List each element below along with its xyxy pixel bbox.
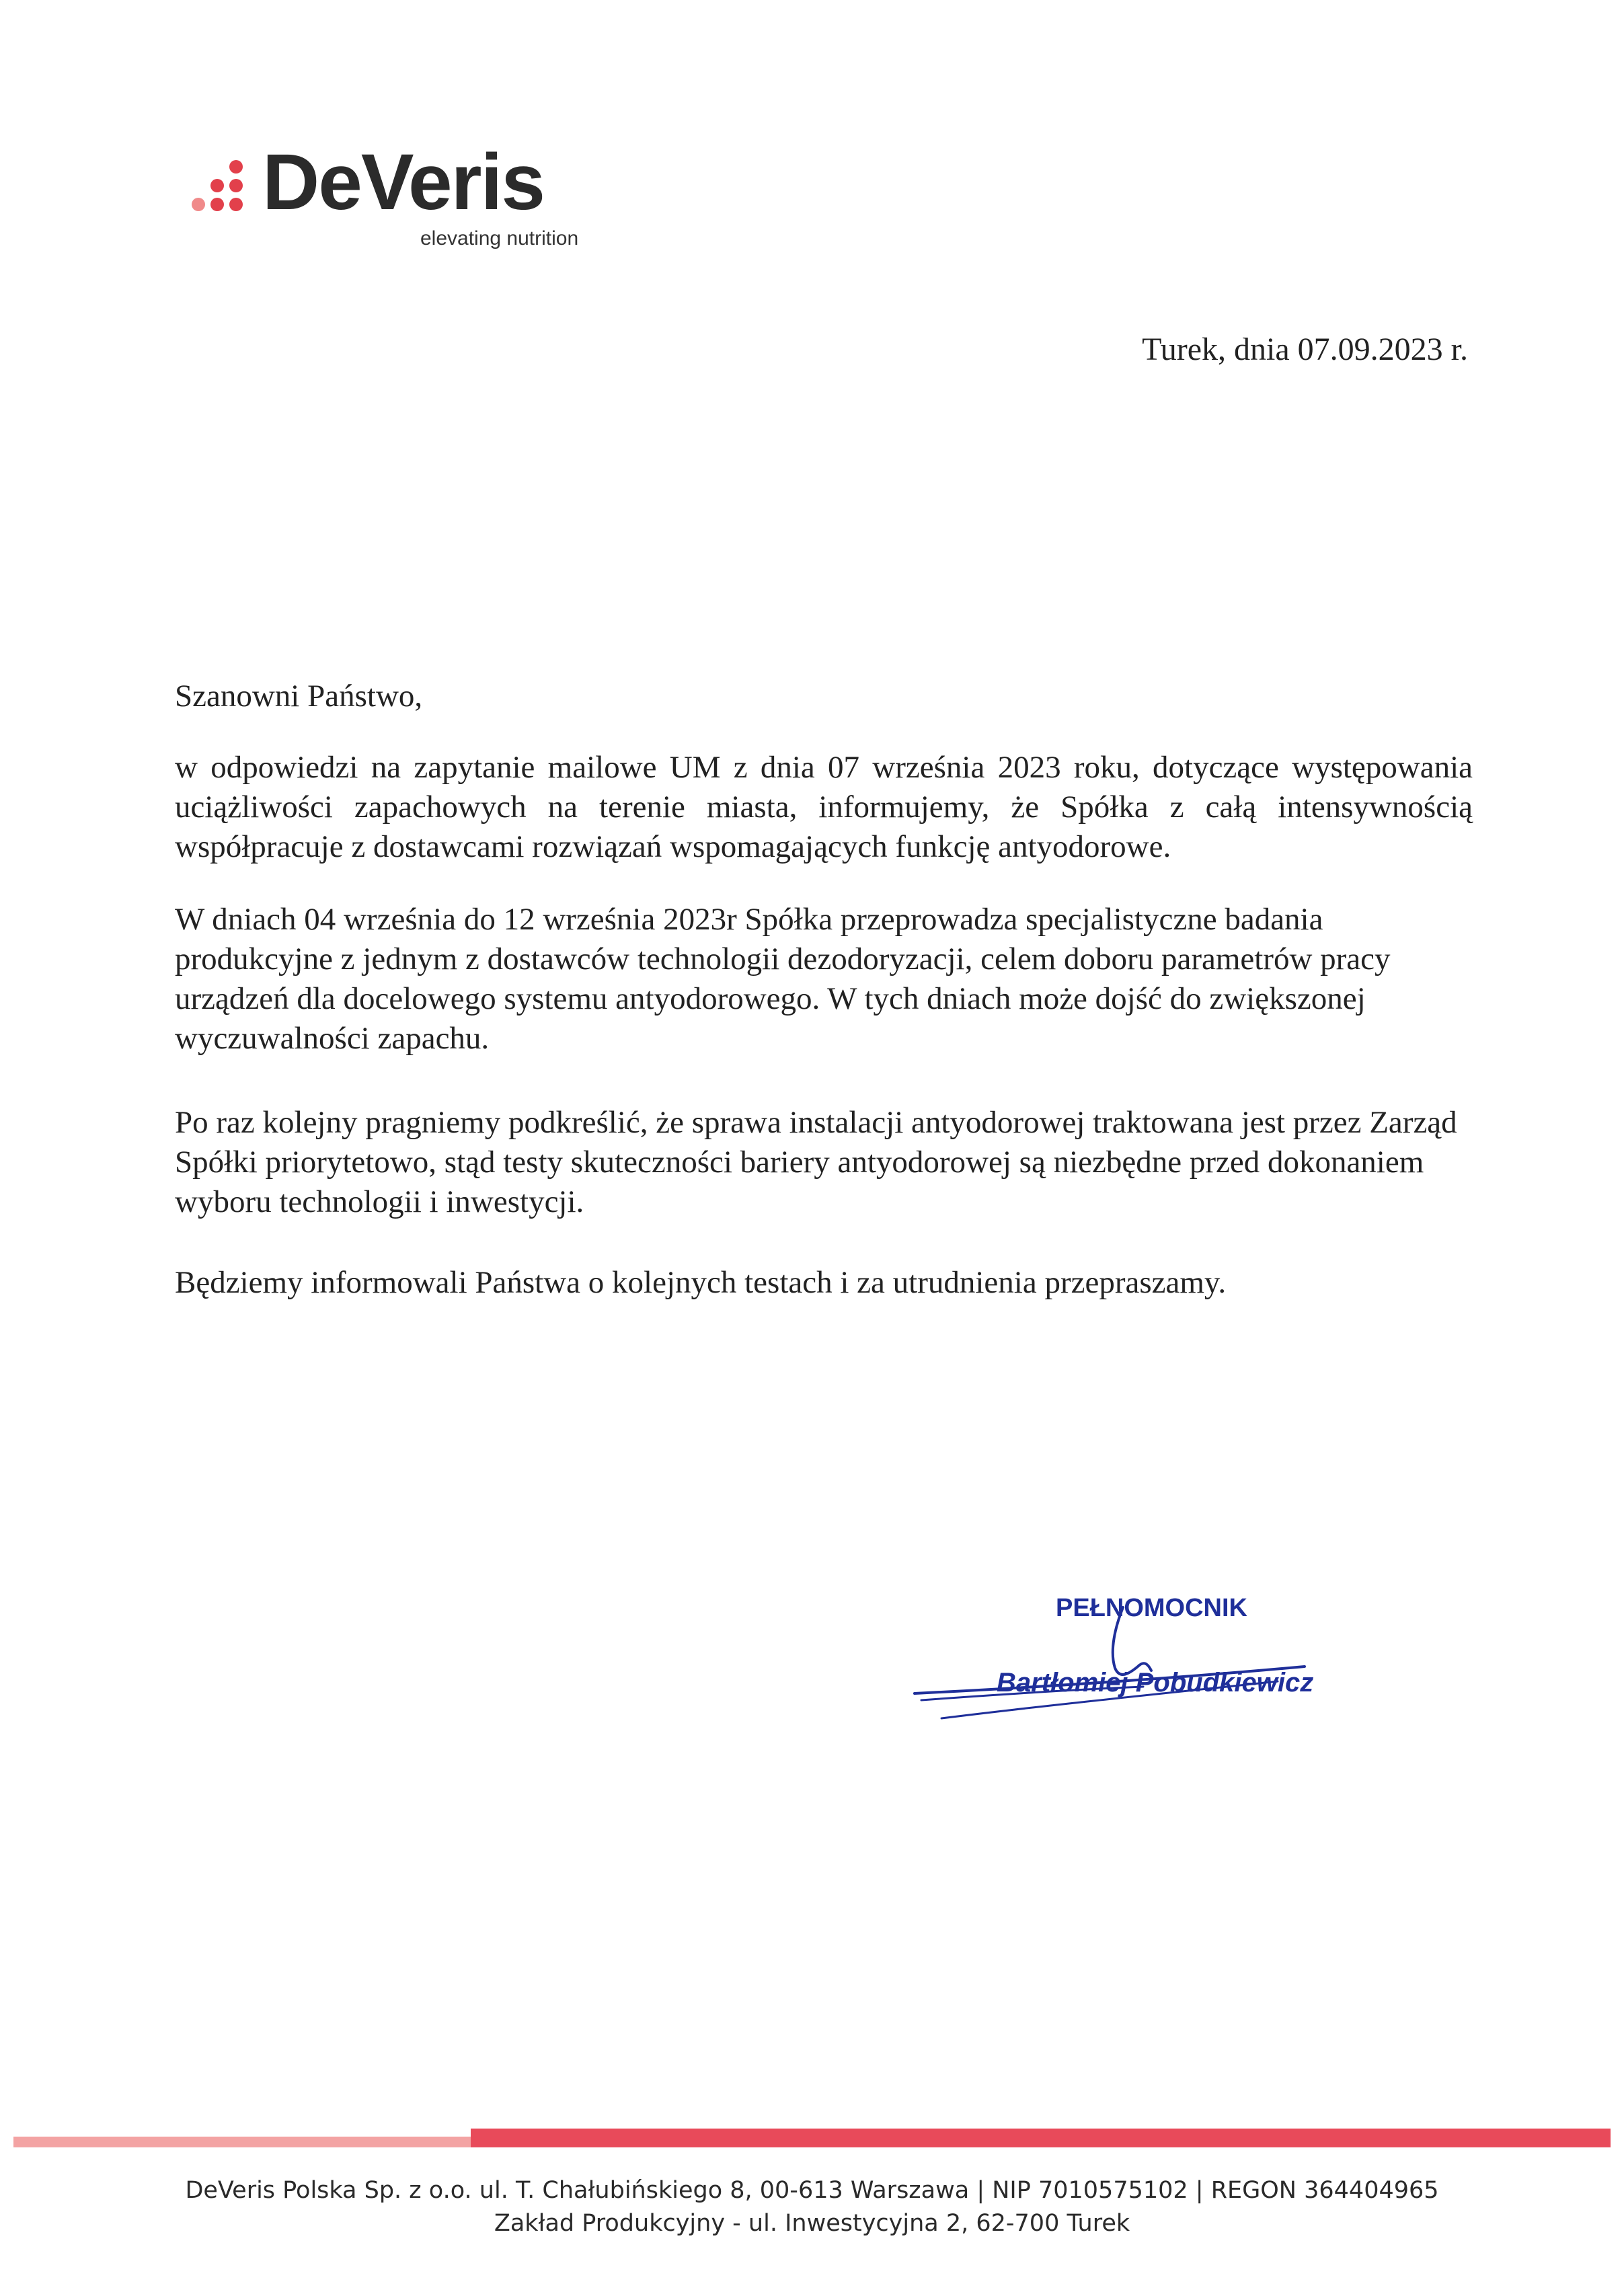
paragraph-1: w odpowiedzi na zapytanie mailowe UM z dnia 07 września 2023 roku, dotyczące występowania uciążliwości zapachowych na terenie miasta, informujemy, że Spółka z całą intensywnością współpracuje z dostawcami rozwiązań wspomagających funkcję antyodorowe. — [175, 750, 1473, 864]
paragraph-4: Będziemy informowali Państwa o kolejnych testach i za utrudnienia przepraszamy. — [175, 1265, 1227, 1300]
footer-company-info: DeVeris Polska Sp. z o.o. ul. T. Chałubińskiego 8, 00-613 Warszawa | NIP 7010575102 | REGON 364404965 — [185, 2177, 1439, 2204]
company-logo — [192, 138, 609, 256]
logo-tagline: elevating nutrition — [420, 227, 579, 250]
signature-role: PEŁNOMOCNIK — [1056, 1594, 1247, 1622]
footer-plant-address: Zakład Produkcyjny - ul. Inwestycyjna 2, 62-700 Turek — [494, 2210, 1130, 2237]
letter-date: Turek, dnia 07.09.2023 r. — [1142, 332, 1468, 367]
signature-name: Bartłomiej Pobudkiewicz — [997, 1668, 1314, 1697]
footer-bar-dark — [471, 2129, 1611, 2147]
signature-block — [901, 1587, 1318, 1749]
footer-bar-light — [13, 2137, 471, 2147]
logo-wordmark: DeVeris — [262, 138, 544, 227]
paragraph-3: Po raz kolejny pragniemy podkreślić, że sprawa instalacji antyodorowej traktowana jest przez Zarząd Spółki priorytetowo, stąd testy skuteczności bariery antyodorowej są niezbędne przed dokonaniem wyboru technologii i inwestycji. — [175, 1105, 1457, 1219]
salutation: Szanowni Państwo, — [175, 679, 423, 714]
footer-accent-bar — [13, 2129, 1611, 2149]
logo-dots-icon — [192, 156, 259, 217]
handwritten-signature-icon — [901, 1587, 1318, 1749]
paragraph-2: W dniach 04 września do 12 września 2023r Spółka przeprowadza specjalistyczne badania produkcyjne z jednym z dostawców technologii dezodoryzacji, celem doboru parametrów pracy urządzeń dla docelowego systemu antyodorowego. W tych dniach może dojść do zwiększonej wyczuwalności zapachu. — [175, 902, 1391, 1056]
